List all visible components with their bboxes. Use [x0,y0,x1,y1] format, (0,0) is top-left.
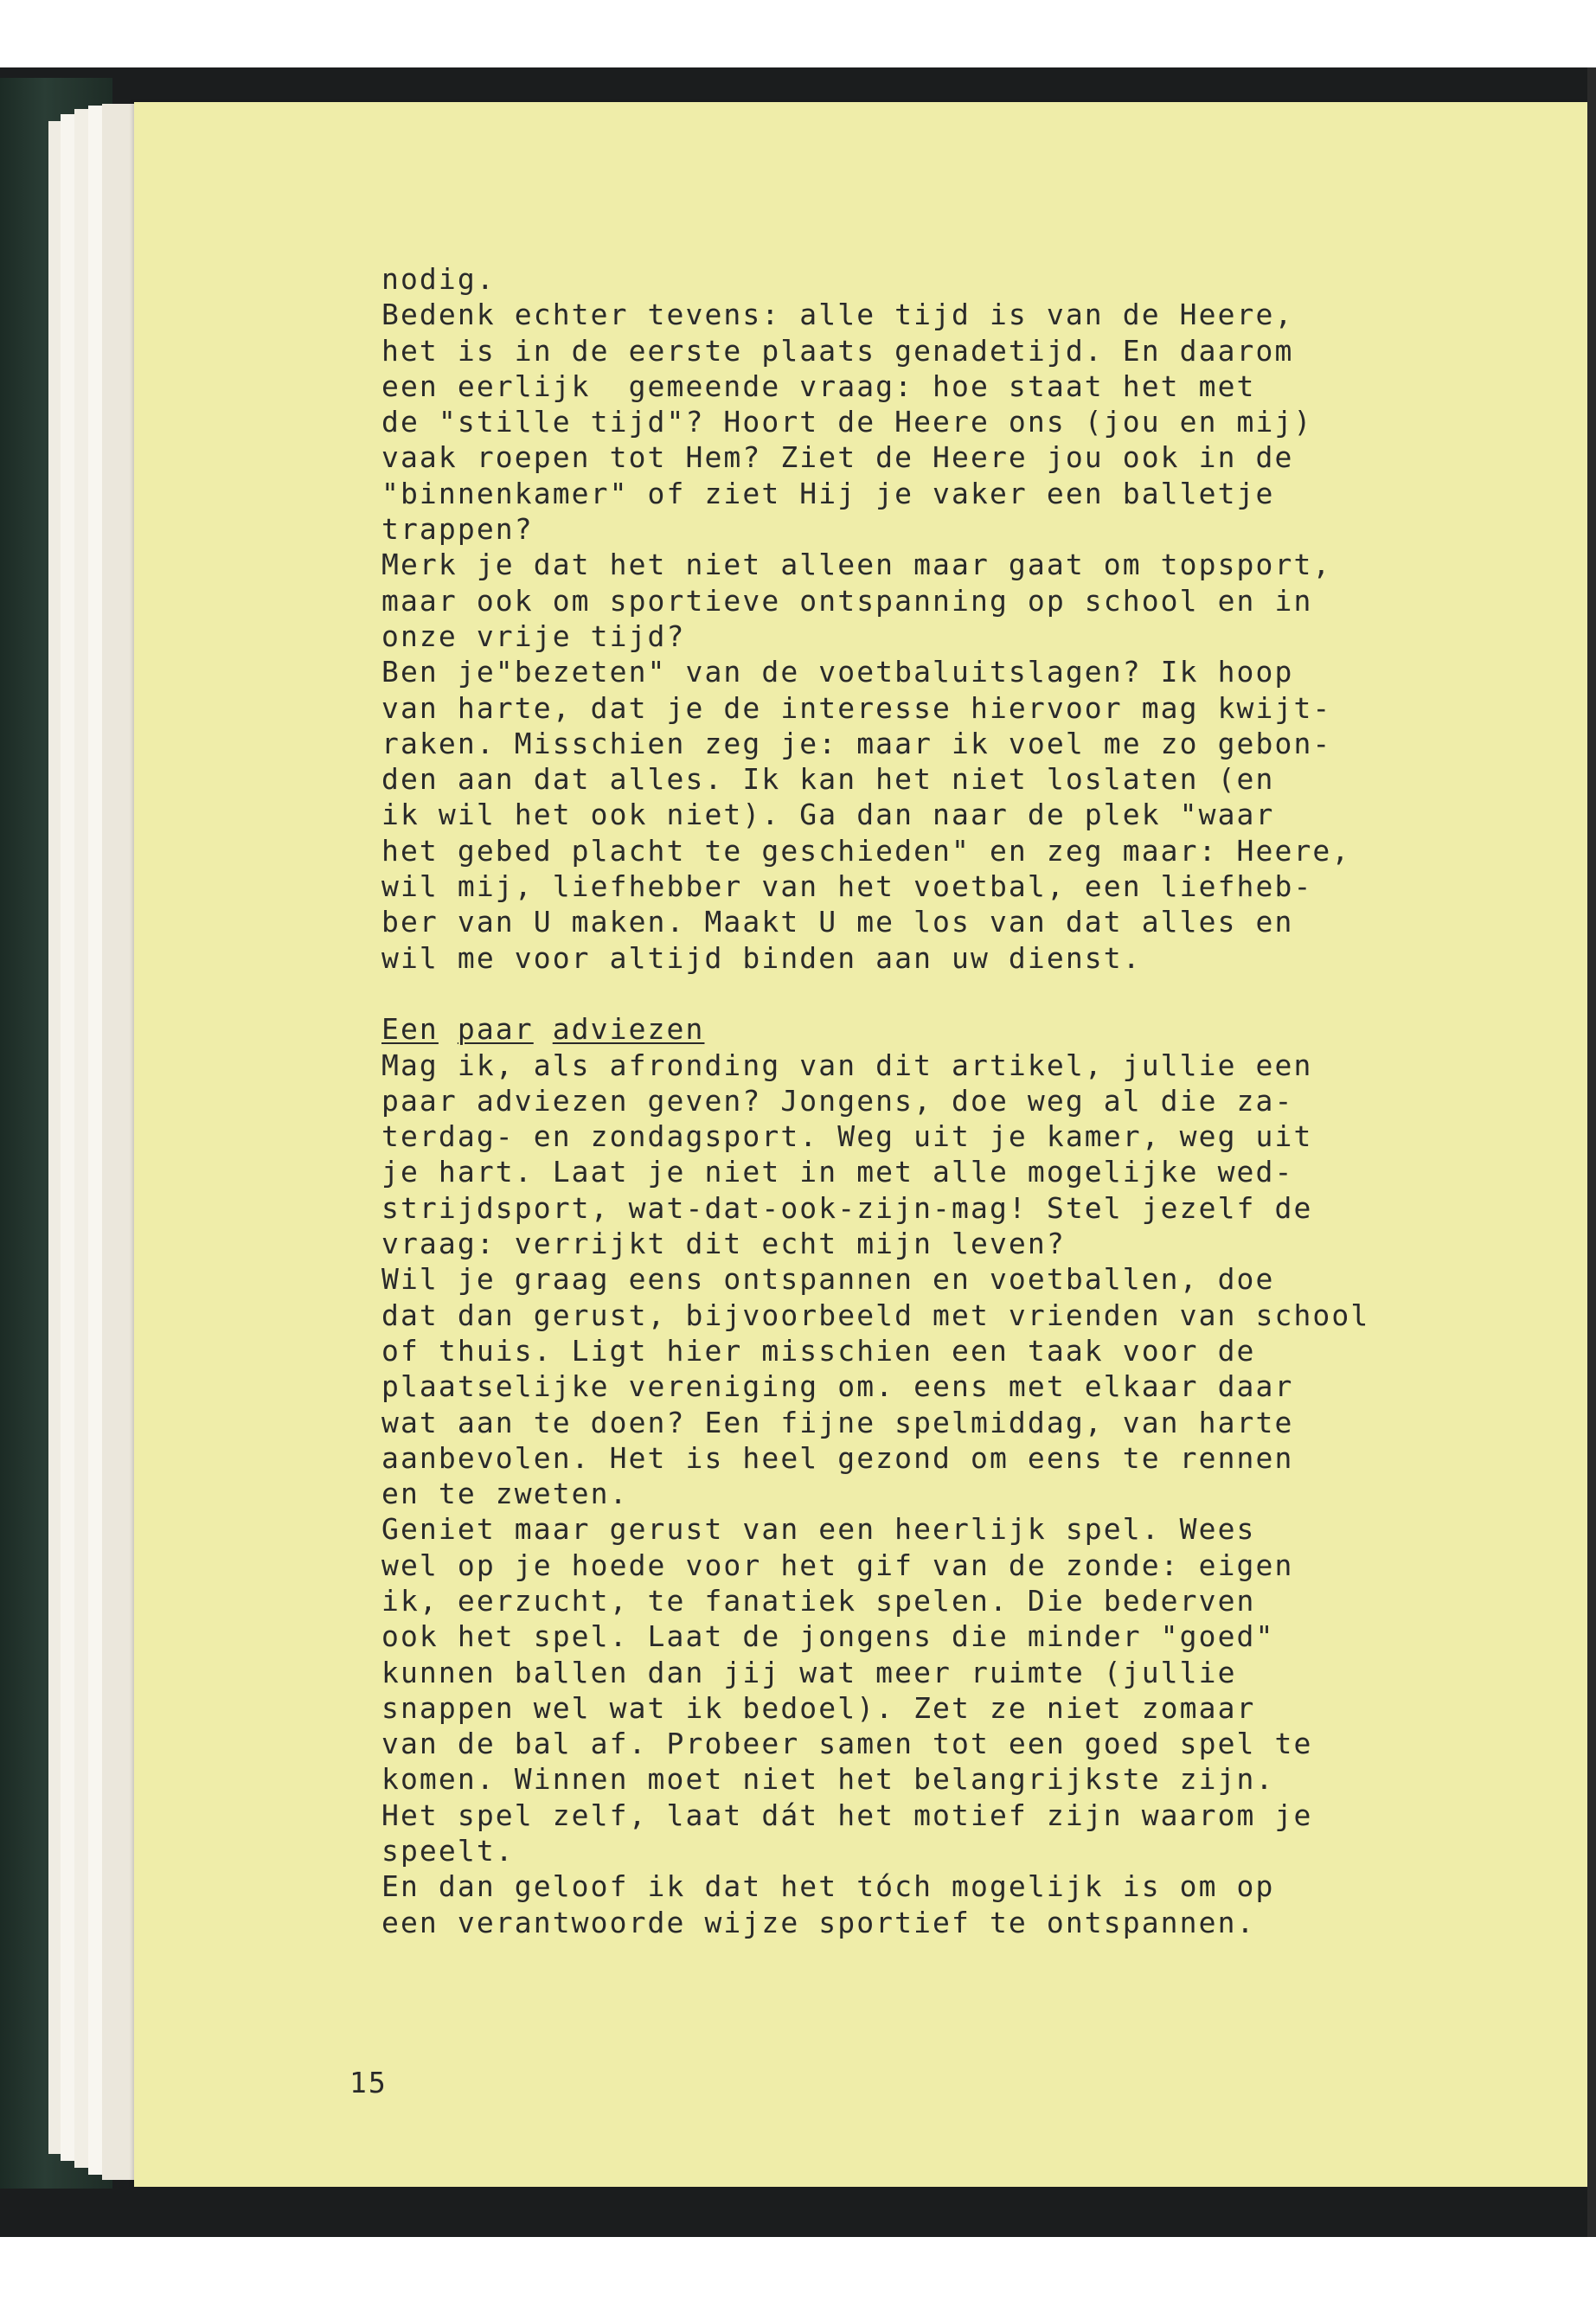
text-line: vaak roepen tot Hem? Ziet de Heere jou ook in de [381,440,1294,475]
section-heading [381,1011,1506,1047]
text-line: het gebed placht te geschieden" en zeg maar: Heere, [381,833,1351,868]
text-line: je hart. Laat je niet in met alle mogelijke wed- [381,1155,1294,1189]
text-line: maar ook om sportieve ontspanning op school en in [381,583,1313,618]
text-line: onze vrije tijd? [381,619,686,653]
text-line: kunnen ballen dan jij wat meer ruimte (jullie [381,1655,1237,1689]
text-line: nodig. [381,262,496,296]
page-number: 15 [349,2066,388,2099]
text-line: een verantwoorde wijze sportief te ontspannen. [381,1905,1256,1939]
article-text [381,261,1506,1940]
text-line: speelt. [381,1834,515,1868]
text-line: Mag ik, als afronding van dit artikel, jullie een [381,1048,1313,1082]
text-line: paar adviezen geven? Jongens, doe weg al die za- [381,1083,1294,1118]
text-line: ook het spel. Laat de jongens die minder "goed" [381,1619,1275,1654]
text-line: ber van U maken. Maakt U me los van dat alles en [381,905,1294,939]
text-line: dat dan gerust, bijvoorbeeld met vrienden van school [381,1298,1370,1332]
text-line: strijdsport, wat-dat-ook-zijn-mag! Stel jezelf de [381,1190,1313,1225]
text-line: ik wil het ook niet). Ga dan naar de plek "waar [381,798,1275,832]
text-line: terdag- en zondagsport. Weg uit je kamer, weg uit [381,1119,1313,1154]
text-line: Geniet maar gerust van een heerlijk spel. Wees [381,1512,1256,1547]
scanner-edge [1587,67,1596,2237]
text-line: een eerlijk gemeende vraag: hoe staat het met [381,369,1256,403]
text-line: En dan geloof ik dat het tóch mogelijk is om op [381,1869,1275,1904]
text-line: van harte, dat je de interesse hiervoor mag kwijt- [381,690,1332,725]
text-line: wil me voor altijd binden aan uw dienst. [381,940,1142,975]
text-line: en te zweten. [381,1477,629,1511]
text-line: of thuis. Ligt hier misschien een taak voor de [381,1333,1256,1368]
text-line: de "stille tijd"? Hoort de Heere ons (jou en mij) [381,405,1313,439]
text-line: "binnenkamer" of ziet Hij je vaker een balletje [381,476,1275,510]
text-line: vraag: verrijkt dit echt mijn leven? [381,1227,1066,1261]
text-line: wel op je hoede voor het gif van de zonde: eigen [381,1548,1294,1582]
text-line: Het spel zelf, laat dát het motief zijn waarom je [381,1798,1313,1832]
heading-word: Een [381,1012,439,1047]
text-line: Wil je graag eens ontspannen en voetballen, doe [381,1262,1275,1297]
text-line: Merk je dat het niet alleen maar gaat om topsport, [381,548,1332,582]
text-line: aanbevolen. Het is heel gezond om eens te rennen [381,1440,1294,1475]
text-line: ik, eerzucht, te fanatiek spelen. Die bederven [381,1583,1256,1618]
text-line: den aan dat alles. Ik kan het niet loslaten (en [381,762,1275,797]
text-line: raken. Misschien zeg je: maar ik voel me zo gebon- [381,726,1332,760]
heading-word: adviezen [552,1012,705,1047]
text-line: trappen? [381,512,534,547]
text-line: Ben je"bezeten" van de voetbaluitslagen? Ik hoop [381,655,1294,689]
heading-word: paar [457,1012,534,1047]
text-line: komen. Winnen moet niet het belangrijkste zijn. [381,1762,1275,1797]
text-line: van de bal af. Probeer samen tot een goed spel te [381,1727,1313,1761]
text-line: plaatselijke vereniging om. eens met elkaar daar [381,1369,1294,1404]
text-line: wil mij, liefhebber van het voetbal, een liefheb- [381,869,1313,904]
text-line: Bedenk echter tevens: alle tijd is van de Heere, [381,298,1294,332]
text-line: het is in de eerste plaats genadetijd. En daarom [381,333,1294,368]
text-line: wat aan te doen? Een fijne spelmiddag, van harte [381,1405,1294,1439]
text-line: snappen wel wat ik bedoel). Zet ze niet zomaar [381,1690,1256,1725]
